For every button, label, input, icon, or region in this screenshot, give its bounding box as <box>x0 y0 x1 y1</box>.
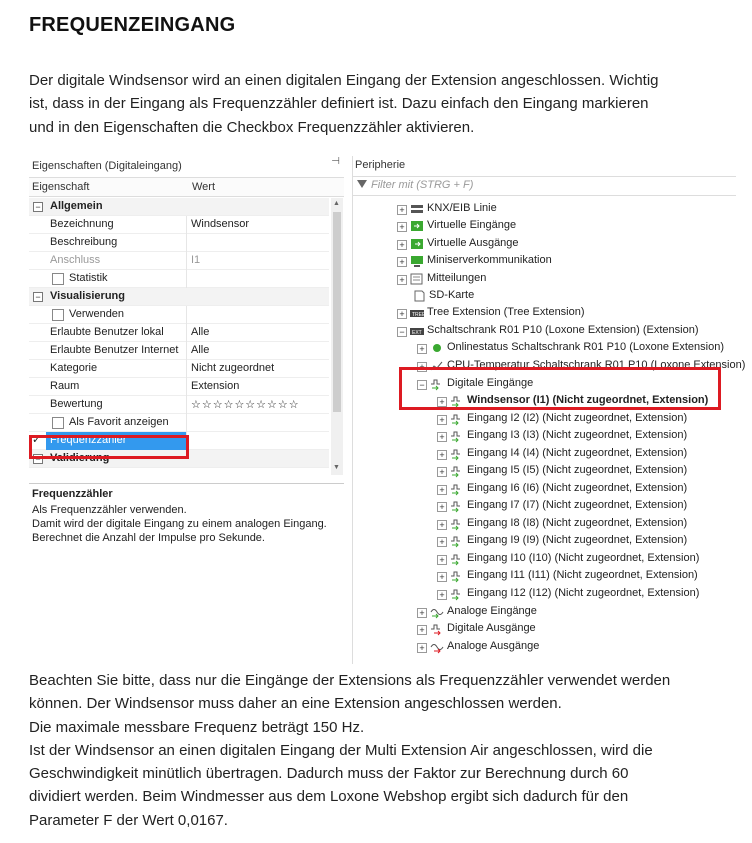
category-allgemein[interactable] <box>29 198 329 216</box>
din-icon <box>450 588 464 600</box>
expand-icon[interactable]: + <box>437 590 447 600</box>
outro-line: Ist der Windsensor an einen digitalen Eingang der Multi Extension Air angeschlossen, wird die <box>29 741 653 759</box>
tree-node-label: Onlinestatus Schaltschrank R01 P10 (Loxone Extension) <box>447 341 724 353</box>
property-grid <box>29 198 329 475</box>
tree-node-label: Eingang I3 (I3) (Nicht zugeordnet, Extension) <box>467 429 688 441</box>
expand-icon[interactable]: + <box>437 467 447 477</box>
property-row-benutzer-lokal[interactable] <box>29 324 329 342</box>
property-value[interactable]: Extension <box>191 380 240 392</box>
sdcard-icon <box>412 290 426 302</box>
analog-out-icon <box>430 641 444 653</box>
scroll-up-icon[interactable]: ▲ <box>333 200 340 207</box>
highlight-frame-frequenzzaehler <box>29 435 189 459</box>
expand-icon[interactable]: + <box>437 450 447 460</box>
property-value[interactable]: Windsensor <box>191 218 250 230</box>
expand-icon[interactable]: + <box>417 625 427 635</box>
property-label: Als Favorit anzeigen <box>69 416 169 428</box>
expand-icon[interactable]: + <box>437 502 447 512</box>
tree-node-label: SD-Karte <box>429 289 475 301</box>
description-line: Als Frequenzzähler verwenden. <box>32 504 187 516</box>
tree-node-label: Eingang I9 (I9) (Nicht zugeordnet, Extension) <box>467 534 688 546</box>
property-description <box>29 483 344 665</box>
message-icon <box>410 273 424 285</box>
tree-node-label: Windsensor (I1) (Nicht zugeordnet, Extension) <box>467 394 709 406</box>
intro-line: und in den Eigenschaften die Checkbox Frequenzzähler aktivieren. <box>29 118 475 136</box>
property-label: Erlaubte Benutzer lokal <box>50 326 164 338</box>
tree-node-label: Miniserverkommunikation <box>427 254 552 266</box>
tree-node-label: Eingang I5 (I5) (Nicht zugeordnet, Extension) <box>467 464 688 476</box>
din-icon <box>450 448 464 460</box>
category-label: Visualisierung <box>50 290 125 302</box>
verwenden-checkbox[interactable] <box>52 309 64 321</box>
column-value[interactable]: Wert <box>192 181 216 193</box>
filter-field[interactable] <box>353 176 736 196</box>
svg-text:EXT: EXT <box>412 330 422 336</box>
expand-icon[interactable]: + <box>397 309 407 319</box>
expand-icon[interactable]: + <box>437 520 447 530</box>
outro-paragraph <box>29 669 737 832</box>
tree-node-label: Eingang I6 (I6) (Nicht zugeordnet, Extension) <box>467 482 688 494</box>
digital-out-icon <box>430 623 444 635</box>
expand-icon[interactable]: + <box>417 643 427 653</box>
din-icon <box>450 518 464 530</box>
properties-header <box>29 177 344 197</box>
property-label: Beschreibung <box>50 236 118 248</box>
filter-icon <box>357 180 367 188</box>
collapse-icon[interactable]: − <box>417 380 427 390</box>
din-icon <box>450 483 464 495</box>
tree-node-label: Digitale Eingänge <box>447 377 534 389</box>
tree-node-label: Eingang I2 (I2) (Nicht zugeordnet, Extension) <box>467 412 688 424</box>
expand-icon[interactable]: + <box>417 362 427 372</box>
property-label: Raum <box>50 380 80 392</box>
expand-icon[interactable]: + <box>397 222 407 232</box>
property-label: Anschluss <box>50 254 101 266</box>
expand-icon[interactable]: + <box>417 608 427 618</box>
tree-node-label: KNX/EIB Linie <box>427 202 497 214</box>
tree-node-label: Eingang I8 (I8) (Nicht zugeordnet, Extension) <box>467 517 688 529</box>
category-label: Validierung <box>50 452 110 464</box>
intro-paragraph <box>29 69 737 139</box>
din-icon <box>450 430 464 442</box>
properties-panel <box>29 156 344 664</box>
expand-icon[interactable]: + <box>417 344 427 354</box>
description-text <box>32 503 327 545</box>
collapse-icon[interactable]: − <box>33 454 43 464</box>
property-value[interactable]: Nicht zugeordnet <box>191 362 275 374</box>
tree-node-label: Eingang I12 (I12) (Nicht zugeordnet, Extension) <box>467 587 700 599</box>
property-row-anschluss <box>29 252 329 270</box>
extension-icon <box>410 325 424 337</box>
property-row-favorit[interactable] <box>29 414 329 432</box>
collapse-icon[interactable]: − <box>33 202 43 212</box>
expand-icon[interactable]: + <box>437 415 447 425</box>
outro-line: Parameter F der Wert 0,0167. <box>29 811 228 829</box>
tree-node-label: Eingang I7 (I7) (Nicht zugeordnet, Extension) <box>467 499 688 511</box>
tree-node-label: Analoge Eingänge <box>447 605 537 617</box>
knx-icon <box>410 203 424 215</box>
outro-line: Die maximale messbare Frequenz beträgt 150 Hz. <box>29 718 365 736</box>
outro-line: Geschwindigkeit minütlich übertragen. Dadurch muss der Faktor zur Berechnung durch 60 <box>29 765 629 783</box>
intro-line: ist, dass in der Eingang als Frequenzzähler definiert ist. Dazu einfach den Eingang markieren <box>29 95 649 113</box>
tree-node-label: Eingang I10 (I10) (Nicht zugeordnet, Extension) <box>467 552 700 564</box>
expand-icon[interactable]: + <box>397 275 407 285</box>
collapse-icon[interactable]: − <box>33 292 43 302</box>
outro-line: dividiert werden. Beim Windmesser aus dem Loxone Webshop ergibt sich dadurch für den <box>29 788 629 806</box>
expand-icon[interactable]: + <box>437 537 447 547</box>
svg-text:TREE: TREE <box>412 312 426 318</box>
din-icon <box>450 570 464 582</box>
tree-node-label: Virtuelle Eingänge <box>427 219 517 231</box>
din-icon <box>450 465 464 477</box>
periphery-panel <box>352 156 746 664</box>
property-value[interactable]: Alle <box>191 344 210 356</box>
category-label: Allgemein <box>50 200 103 212</box>
tree-node-label: Virtuelle Ausgänge <box>427 237 519 249</box>
virt-in-icon <box>410 220 424 232</box>
tree-node-label: CPU-Temperatur Schaltschrank R01 P10 (Loxone Extension) <box>447 359 746 371</box>
periphery-title: Peripherie <box>355 159 406 171</box>
expand-icon[interactable]: + <box>437 555 447 565</box>
description-line: Berechnet die Anzahl der Impulse pro Sekunde. <box>32 532 265 544</box>
property-value: I1 <box>191 254 201 266</box>
din-icon <box>450 500 464 512</box>
property-value[interactable]: Alle <box>191 326 210 338</box>
expand-icon[interactable]: + <box>437 432 447 442</box>
property-row-bewertung[interactable] <box>29 396 329 414</box>
filter-placeholder[interactable]: Filter mit (STRG + F) <box>371 179 474 191</box>
description-line: Damit wird der digitale Eingang zu einem analogen Eingang. <box>32 518 327 530</box>
miniserver-icon <box>410 255 424 267</box>
expand-icon[interactable]: + <box>397 205 407 215</box>
intro-line: Der digitale Windsensor wird an einen digitalen Eingang der Extension angeschlossen. Wichtig <box>29 72 659 89</box>
category-visualisierung[interactable] <box>29 288 329 306</box>
property-row-benutzer-internet[interactable] <box>29 342 329 360</box>
tree-node-label: Tree Extension (Tree Extension) <box>427 306 585 318</box>
tree-node-label: Analoge Ausgänge <box>447 640 540 652</box>
property-label: Verwenden <box>69 308 125 320</box>
frequenzzaehler-checkbox[interactable]: ✓ <box>32 434 42 446</box>
din-icon <box>450 413 464 425</box>
column-property[interactable]: Eigenschaft <box>32 181 90 193</box>
expand-icon[interactable]: + <box>437 485 447 495</box>
collapse-icon[interactable]: − <box>397 327 407 337</box>
property-row-beschreibung[interactable] <box>29 234 329 252</box>
scroll-down-icon[interactable]: ▼ <box>333 464 340 471</box>
rating-stars[interactable]: ☆☆☆☆☆☆☆☆☆☆ <box>191 399 300 411</box>
pin-icon[interactable]: ⊣ <box>331 156 340 167</box>
outro-line: können. Der Windsensor muss daher an eine Extension angeschlossen werden. <box>29 695 562 713</box>
property-row-raum[interactable] <box>29 378 329 396</box>
properties-title: Eigenschaften (Digitaleingang) <box>29 156 344 176</box>
statistik-checkbox[interactable] <box>52 273 64 285</box>
tree-node-label: Mitteilungen <box>427 272 487 284</box>
property-row-bezeichnung[interactable] <box>29 216 329 234</box>
property-label: Bewertung <box>50 398 103 410</box>
expand-icon[interactable]: + <box>437 397 447 407</box>
tree-node-label: Digitale Ausgänge <box>447 622 536 634</box>
properties-scrollbar[interactable] <box>331 198 343 475</box>
scrollbar-thumb[interactable] <box>333 212 341 412</box>
favorit-checkbox[interactable] <box>52 417 64 429</box>
tree-icon <box>410 307 424 319</box>
expand-icon[interactable]: + <box>397 257 407 267</box>
property-row-statistik[interactable] <box>29 270 329 288</box>
outro-line: Beachten Sie bitte, dass nur die Eingänge der Extensions als Frequenzzähler verwendet werden <box>29 672 671 689</box>
expand-icon[interactable]: + <box>397 240 407 250</box>
property-label: Bezeichnung <box>50 218 114 230</box>
property-label: Frequenzzähler <box>50 434 127 446</box>
tree-node-label: Eingang I11 (I11) (Nicht zugeordnet, Extension) <box>467 569 698 581</box>
highlight-frame-windsensor <box>399 367 721 410</box>
property-row-kategorie[interactable] <box>29 360 329 378</box>
property-row-verwenden[interactable] <box>29 306 329 324</box>
analog-in-icon <box>430 606 444 618</box>
expand-icon[interactable]: + <box>437 572 447 582</box>
property-label: Kategorie <box>50 362 98 374</box>
tree-node-label: Schaltschrank R01 P10 (Loxone Extension) (Extension) <box>427 324 699 336</box>
property-label: Erlaubte Benutzer Internet <box>50 344 179 356</box>
din-icon <box>450 535 464 547</box>
virt-out-icon <box>410 238 424 250</box>
description-title: Frequenzzähler <box>32 488 113 500</box>
din-icon <box>450 553 464 565</box>
page-heading: FREQUENZEINGANG <box>29 14 236 36</box>
status-icon <box>430 342 444 354</box>
property-label: Statistik <box>69 272 108 284</box>
tree-node-label: Eingang I4 (I4) (Nicht zugeordnet, Extension) <box>467 447 688 459</box>
